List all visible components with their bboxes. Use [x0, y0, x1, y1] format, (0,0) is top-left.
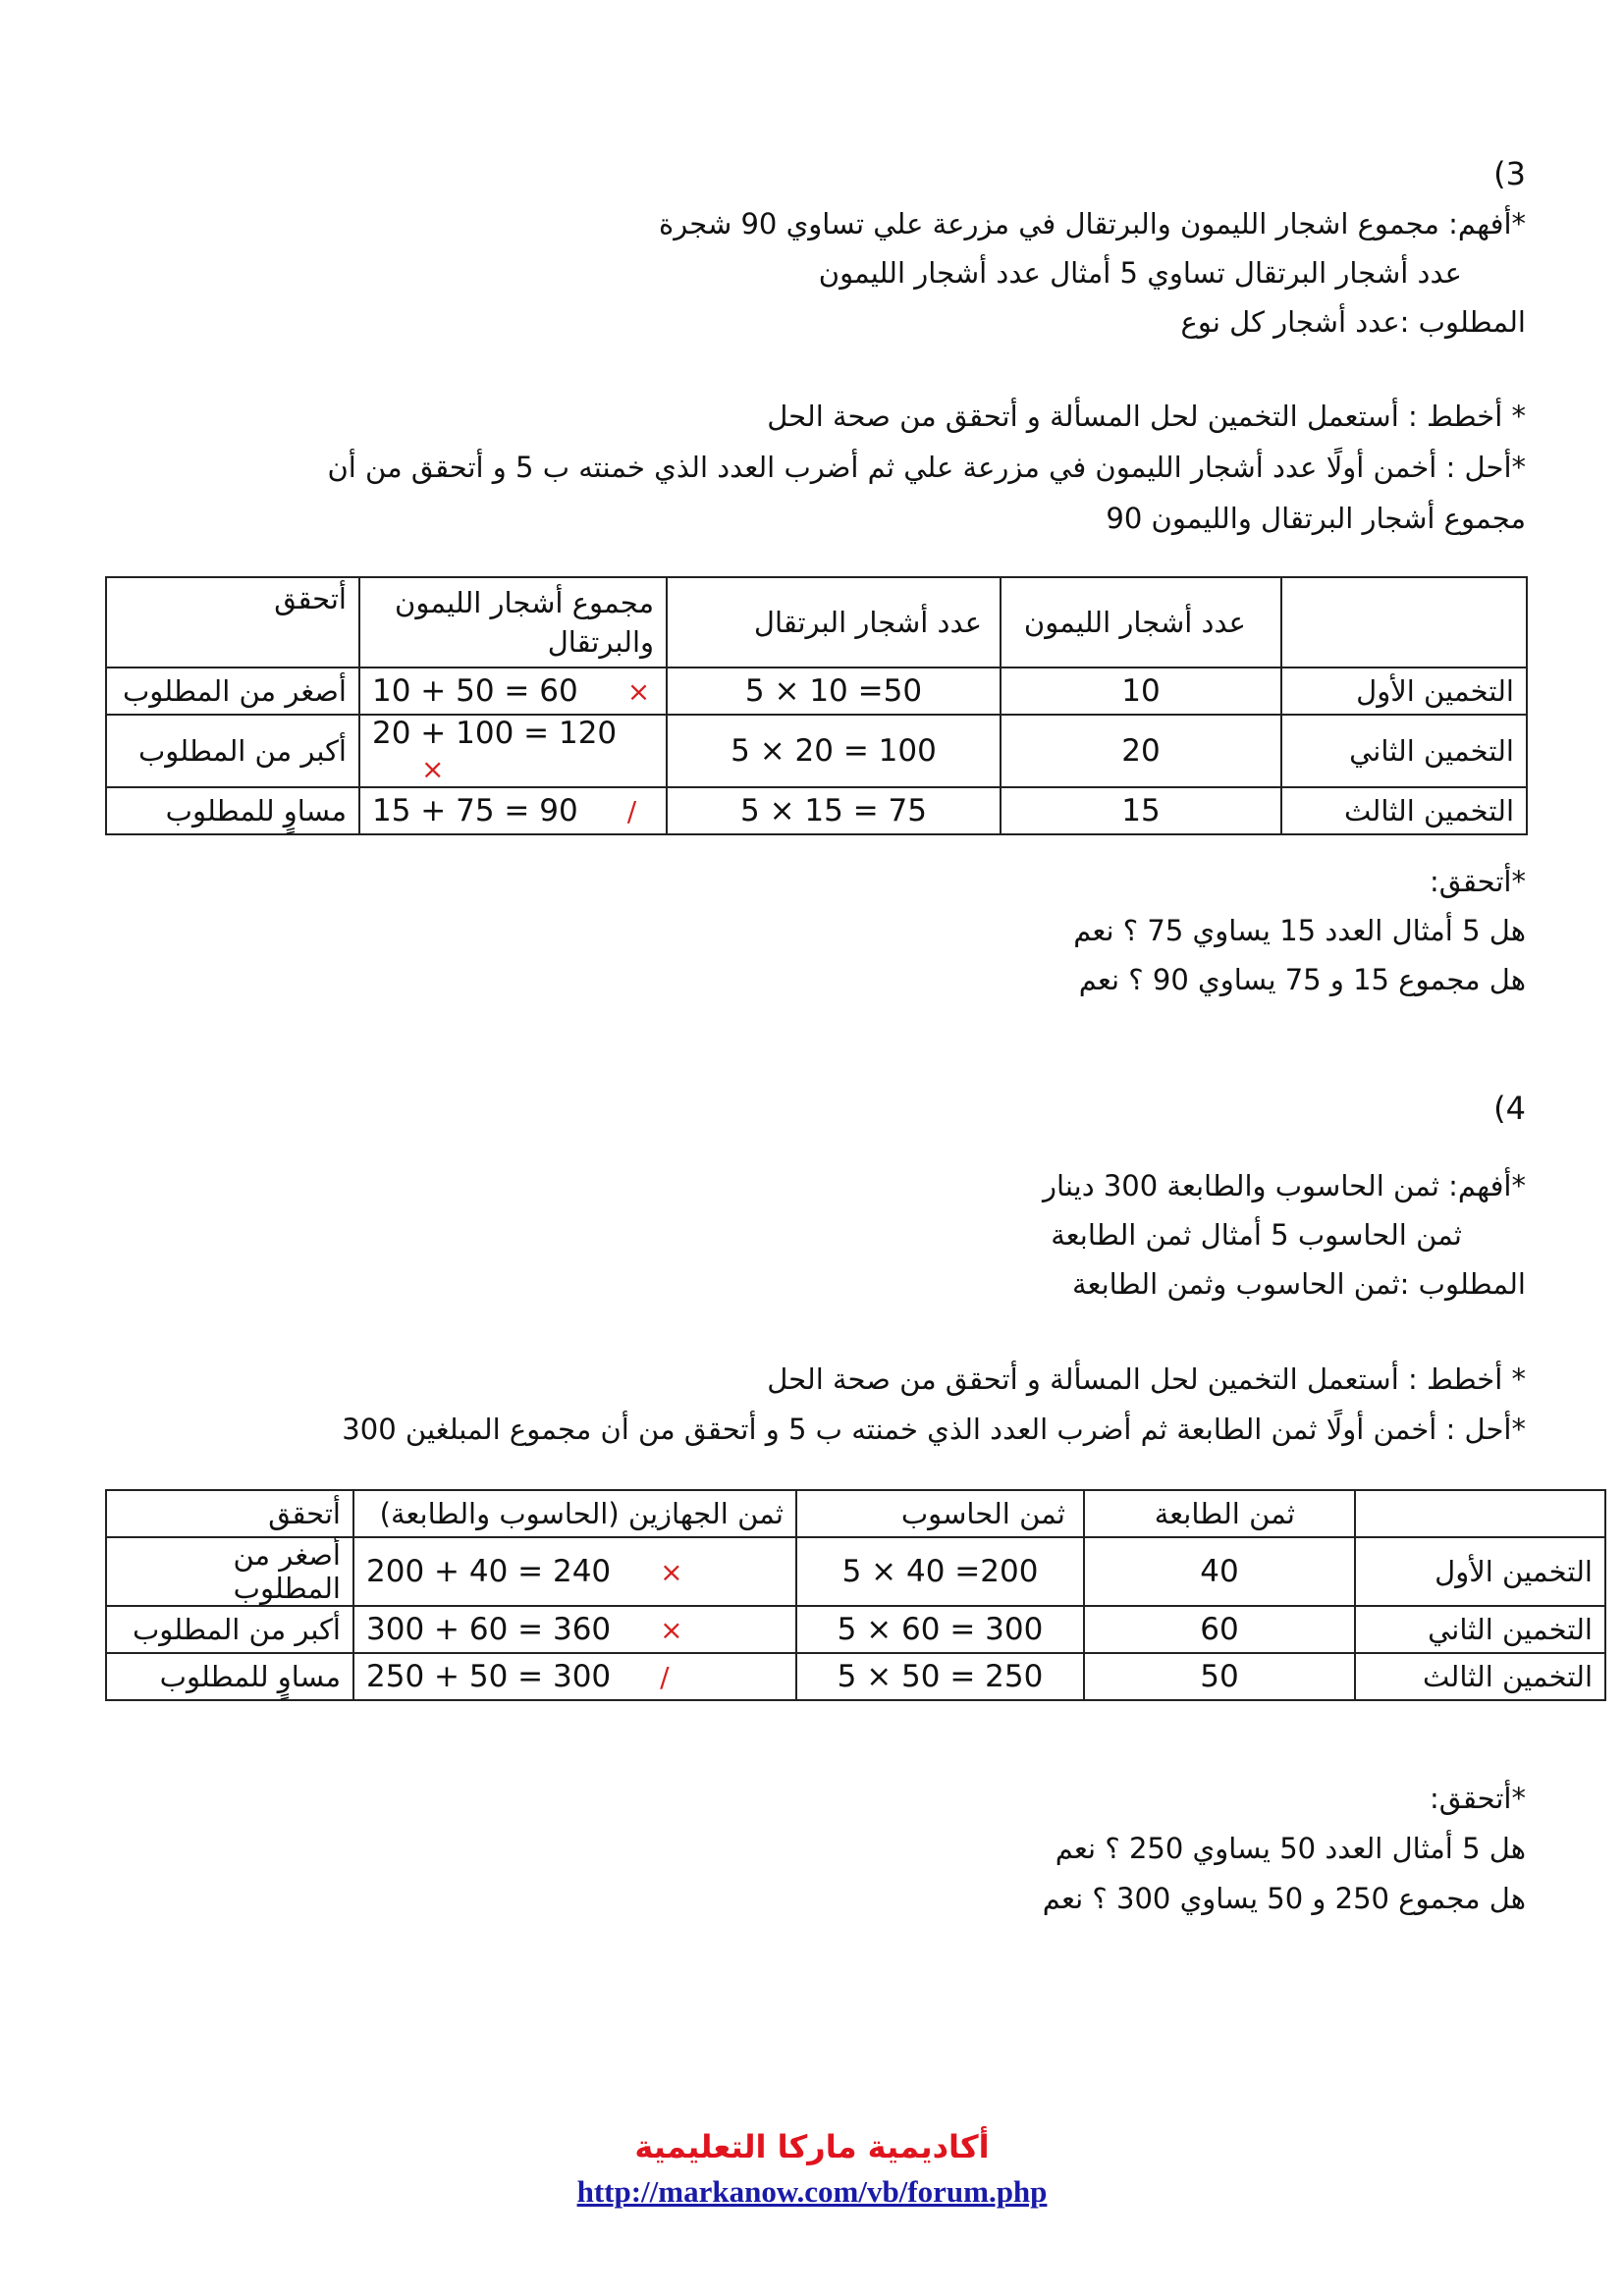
table-row — [106, 1653, 1605, 1700]
cell-sum: 20 + 100 = 120 — [372, 716, 618, 751]
cell-sum: 250 + 50 = 300 — [366, 1659, 612, 1694]
section-4-solve: *أحل : أخمن أولًا ثمن الطابعة ثم أضرب العدد الذي خمنته ب 5 و أتحقق من أن مجموع المبلغين 300 — [342, 1413, 1526, 1446]
table-header-row — [106, 1490, 1605, 1537]
cell-value-a: 10 — [1001, 667, 1281, 715]
section-4-understand-2: ثمن الحاسوب 5 أمثال ثمن الطابعة — [1051, 1218, 1462, 1252]
cell-value-b: 5 × 60 = 300 — [796, 1606, 1084, 1653]
section-3-understand: *أفهم: مجموع اشجار الليمون والبرتقال في مزرعة علي تساوي 90 شجرة — [659, 207, 1526, 240]
check-mark-icon: / — [626, 795, 637, 828]
row-label: التخمين الثاني — [1281, 715, 1527, 787]
cell-sum: 10 + 50 = 60 — [372, 673, 578, 709]
cell-sum: 300 + 60 = 360 — [366, 1612, 612, 1647]
table-header-cell: مجموع أشجار الليمون والبرتقال — [359, 577, 667, 667]
cell-value-b: 5 × 15 = 75 — [667, 787, 1001, 834]
section-4-check-2: هل مجموع 250 و 50 يساوي 300 ؟ نعم — [1042, 1882, 1526, 1915]
cell-verdict: أصغر من المطلوب — [106, 1537, 353, 1606]
cell-value-a: 20 — [1001, 715, 1281, 787]
table-row — [106, 667, 1527, 715]
section-3-number: (3 — [1493, 155, 1526, 192]
section-4-check-1: هل 5 أمثال العدد 50 يساوي 250 ؟ نعم — [1055, 1832, 1526, 1865]
row-label: التخمين الثالث — [1281, 787, 1527, 834]
table-header-cell: ثمن الطابعة — [1084, 1490, 1355, 1537]
row-label: التخمين الثاني — [1355, 1606, 1605, 1653]
section-3-check-2: هل مجموع 15 و 75 يساوي 90 ؟ نعم — [1078, 963, 1526, 996]
table-header-cell — [1355, 1490, 1605, 1537]
check-mark-icon: / — [660, 1661, 670, 1693]
section-4-required: المطلوب :ثمن الحاسوب وثمن الطابعة — [1072, 1267, 1526, 1301]
cell-value-a: 40 — [1084, 1537, 1355, 1606]
cross-mark-icon: × — [626, 675, 651, 708]
section-3-check-title: *أتحقق: — [1430, 865, 1526, 898]
section-3-guess-table — [105, 576, 1528, 835]
cell-verdict: أكبر من المطلوب — [106, 1606, 353, 1653]
table-row — [106, 1606, 1605, 1653]
table-row — [106, 1537, 1605, 1606]
row-label: التخمين الأول — [1281, 667, 1527, 715]
cross-mark-icon: × — [421, 753, 445, 785]
table-header-cell: عدد أشجار البرتقال — [667, 577, 1001, 667]
section-4-number: (4 — [1493, 1090, 1526, 1127]
section-4-check-title: *أتحقق: — [1430, 1782, 1526, 1815]
footer-forum-link[interactable]: http://markanow.com/vb/forum.php — [576, 2174, 1048, 2209]
cell-value-b: 5 × 40 =200 — [796, 1537, 1084, 1606]
table-row — [106, 715, 1527, 787]
row-label: التخمين الثالث — [1355, 1653, 1605, 1700]
cell-value-a: 15 — [1001, 787, 1281, 834]
cell-sum: 200 + 40 = 240 — [366, 1554, 612, 1589]
table-header-cell: عدد أشجار الليمون — [1001, 577, 1281, 667]
cell-value-b: 5 × 20 = 100 — [667, 715, 1001, 787]
table-header-row — [106, 577, 1527, 667]
section-4-guess-table — [105, 1489, 1606, 1701]
section-4-plan: * أخطط : أستعمل التخمين لحل المسألة و أتحقق من صحة الحل — [767, 1362, 1526, 1396]
cross-mark-icon: × — [660, 1614, 683, 1646]
footer-academy-title: أكاديمية ماركا التعليمية — [634, 2128, 990, 2165]
cell-verdict: مساوٍ للمطلوب — [106, 787, 359, 834]
section-3-required: المطلوب :عدد أشجار كل نوع — [1180, 305, 1526, 339]
table-header-cell: ثمن الجهازين (الحاسوب والطابعة) — [353, 1490, 796, 1537]
cell-sum: 15 + 75 = 90 — [372, 793, 578, 828]
section-3-solve-2: مجموع أشجار البرتقال والليمون 90 — [1106, 502, 1526, 535]
cell-verdict: أكبر من المطلوب — [106, 715, 359, 787]
cell-value-a: 60 — [1084, 1606, 1355, 1653]
section-3-plan: * أخطط : أستعمل التخمين لحل المسألة و أتحقق من صحة الحل — [767, 400, 1526, 433]
section-3-check-1: هل 5 أمثال العدد 15 يساوي 75 ؟ نعم — [1073, 914, 1526, 947]
section-4-understand: *أفهم: ثمن الحاسوب والطابعة 300 دينار — [1043, 1169, 1526, 1202]
section-3-understand-2: عدد أشجار البرتقال تساوي 5 أمثال عدد أشجار الليمون — [818, 256, 1462, 290]
table-header-cell: أتحقق — [106, 1490, 353, 1537]
table-header-cell: أتحقق — [106, 577, 359, 667]
table-header-cell — [1281, 577, 1527, 667]
cell-value-b: 5 × 10 =50 — [667, 667, 1001, 715]
table-header-cell: ثمن الحاسوب — [796, 1490, 1084, 1537]
cell-verdict: مساوٍ للمطلوب — [106, 1653, 353, 1700]
section-3-solve: *أحل : أخمن أولًا عدد أشجار الليمون في مزرعة علي ثم أضرب العدد الذي خمنته ب 5 و أتحقق من أن — [327, 451, 1526, 484]
cross-mark-icon: × — [660, 1556, 683, 1588]
cell-value-a: 50 — [1084, 1653, 1355, 1700]
cell-verdict: أصغر من المطلوب — [106, 667, 359, 715]
cell-value-b: 5 × 50 = 250 — [796, 1653, 1084, 1700]
row-label: التخمين الأول — [1355, 1537, 1605, 1606]
table-row — [106, 787, 1527, 834]
